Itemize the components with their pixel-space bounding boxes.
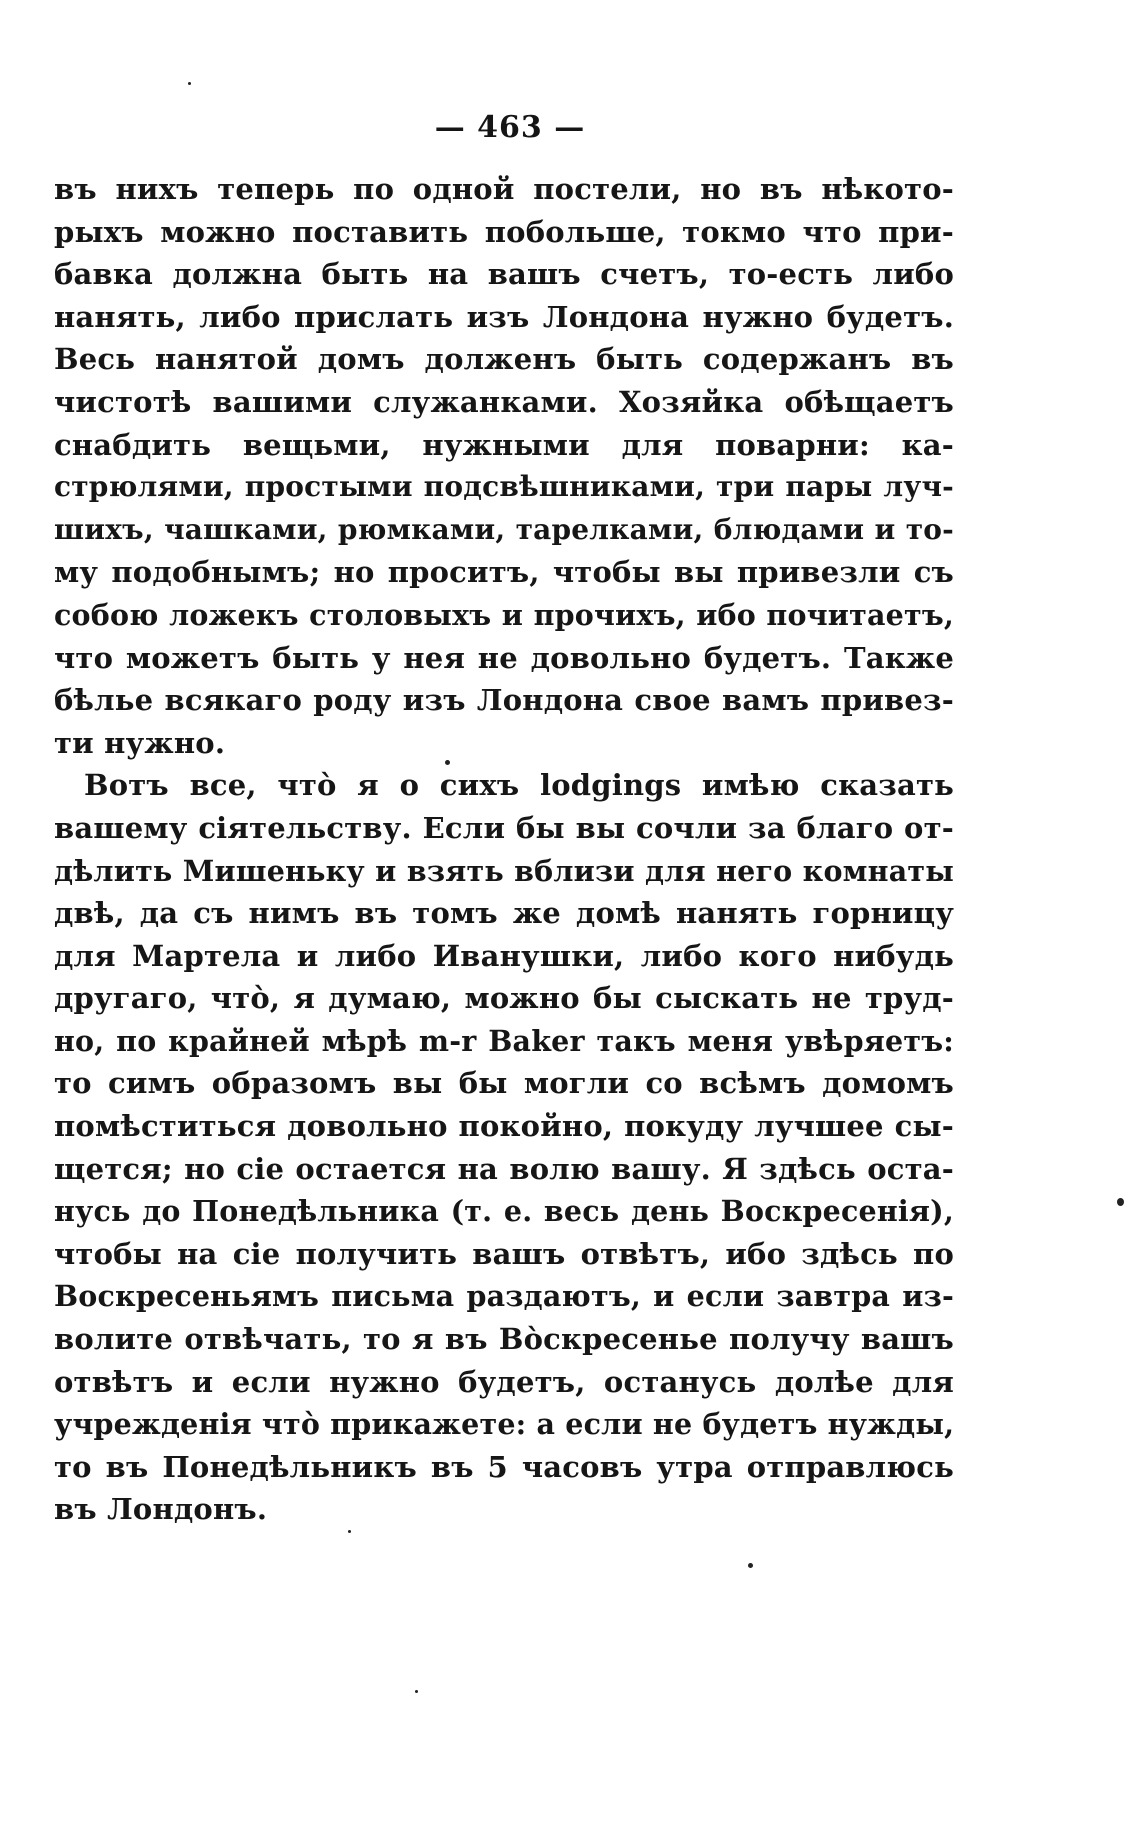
text-line: то въ Понедѣльникъ въ 5 часовъ утра отправлюсь: [54, 1449, 954, 1484]
text-line: для Мартела и либо Иванушки, либо кого нибудь: [54, 938, 954, 973]
text-line: учрежденія чтò прикажете: а если не будетъ нужды,: [54, 1407, 955, 1442]
text-line: двѣ, да съ нимъ въ томъ же домѣ нанять горницу: [54, 896, 954, 931]
text-line: чтобы на сіе получить вашъ отвѣтъ, ибо здѣсь по: [54, 1236, 954, 1271]
text-line: бавка должна быть на вашъ счетъ, то-есть либо: [54, 257, 954, 292]
text-line: волите отвѣчать, то я въ Вòскресенье получу вашъ: [54, 1322, 954, 1357]
scan-speck: [348, 1530, 351, 1533]
page-number: — 463 —: [434, 110, 586, 145]
scan-speck: [445, 760, 450, 765]
text-line: то симъ образомъ вы бы могли со всѣмъ домомъ: [54, 1066, 954, 1101]
text-line: щется; но сіе остается на волю вашу. Я здѣсь оста-: [54, 1151, 954, 1186]
text-line: ти нужно.: [54, 725, 226, 760]
text-line: отвѣтъ и если нужно будетъ, останусь долѣе для: [54, 1364, 954, 1399]
scan-speck: [415, 1690, 418, 1693]
text-line: му подобнымъ; но проситъ, чтобы вы привезли съ: [54, 555, 954, 590]
text-line: нанять, либо прислать изъ Лондона нужно будетъ.: [54, 299, 954, 334]
text-line: дѣлить Мишеньку и взять вблизи для него комнаты: [54, 853, 954, 888]
text-line: вашему сіятельству. Если бы вы сочли за благо от-: [54, 810, 954, 845]
text-line: Вотъ все, чтò я о сихъ lodgings имѣю сказать: [84, 768, 954, 803]
scan-speck: [748, 1563, 753, 1568]
text-line: но, по крайней мѣрѣ m-r Baker такъ меня увѣряетъ:: [54, 1023, 954, 1058]
scan-speck: [188, 82, 191, 85]
text-line: стрюлями, простыми подсвѣшниками, три пары луч-: [54, 470, 954, 504]
text-line: снабдить вещьми, нужными для поварни: ка-: [54, 427, 954, 462]
text-line: рыхъ можно поставить побольше, токмо что при-: [54, 214, 954, 249]
scan-speck: [1117, 1198, 1124, 1206]
text-line: собою ложекъ столовыхъ и прочихъ, ибо почитаетъ,: [54, 597, 954, 632]
text-line: что можетъ быть у нея не довольно будетъ. Также: [54, 640, 954, 675]
text-line: помѣститься довольно покойно, покуду лучшее сы-: [54, 1109, 954, 1144]
text-line: другаго, чтò, я думаю, можно бы сыскать не труд-: [54, 981, 954, 1016]
text-line: шихъ, чашками, рюмками, тарелками, блюдами и то-: [54, 512, 954, 546]
paragraph-2: [54, 764, 954, 1531]
text-line: нусь до Понедѣльника (т. е. весь день Воскресенія),: [54, 1194, 954, 1229]
text-line: чистотѣ вашими служанками. Хозяйка обѣщаетъ: [54, 384, 954, 419]
text-body: [54, 168, 954, 1531]
text-line: Воскресеньямъ письма раздаютъ, и если завтра из-: [54, 1279, 954, 1314]
text-line: Весь нанятой домъ долженъ быть содержанъ въ: [54, 342, 954, 377]
paragraph-1: [54, 168, 954, 764]
text-line: въ Лондонъ.: [54, 1492, 268, 1527]
text-line: въ нихъ теперь по одной постели, но въ нѣкото-: [54, 172, 954, 206]
text-line: бѣлье всякаго роду изъ Лондона свое вамъ привез-: [54, 683, 954, 718]
